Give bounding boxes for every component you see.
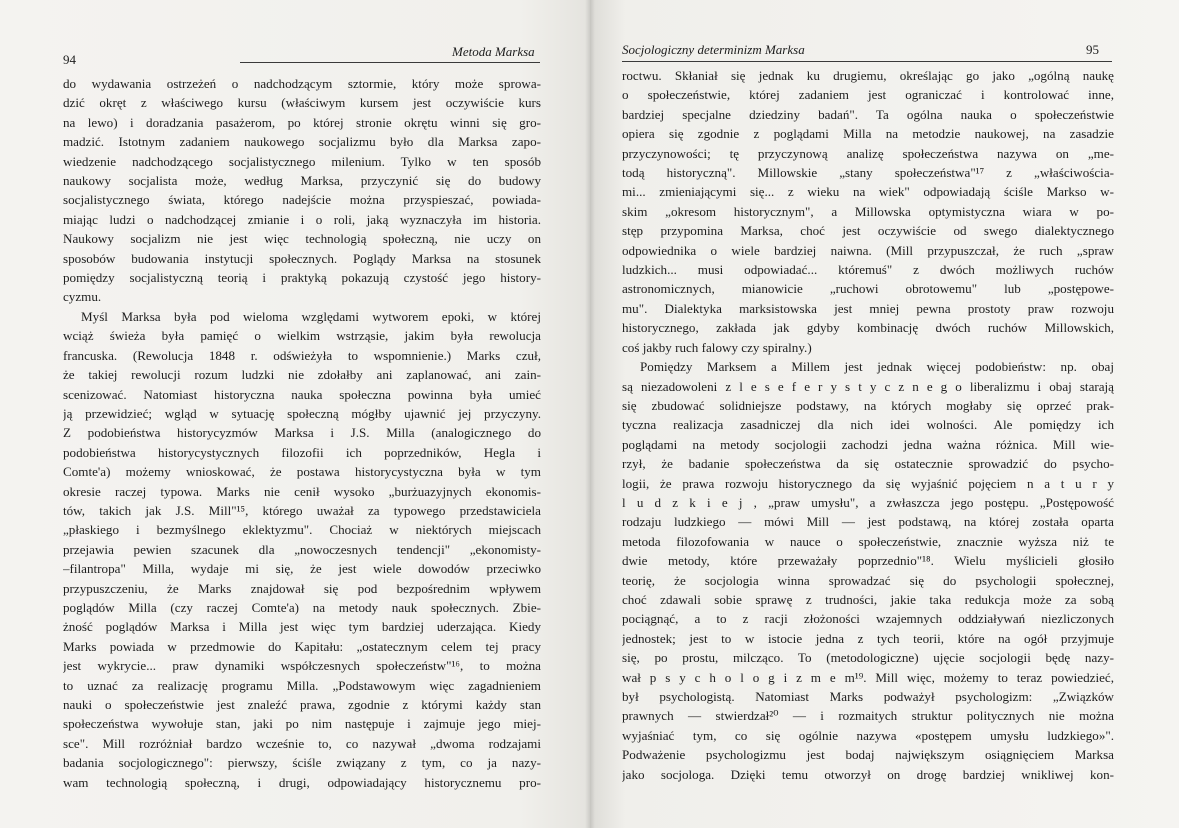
text-line: był psychologistą. Natomiast Marks podważył psychologizm: „Związków [622,689,1114,704]
text-line: bardziej specjalne dziedziny badań". Ta ogólna nauka o społeczeństwie [622,106,1114,122]
text-line: choć zdawali sobie sprawę z trudności, jakie taka redukcja może za sobą [622,591,1114,607]
text-line: do wydawania ostrzeżeń o nadchodzącym sztormie, który może sprowa- [63,76,541,91]
text-line: rodzaju ludzkiego — mówi Mill — jest podstawą, na której została oparta [622,514,1114,530]
text-line: mi... zmieniającymi się... z wieku na wiek" odpowiadają ściśle Markso w- [622,184,1114,200]
text-line: jako socjologa. Dzięki temu otworzył on drogę bardziej wnikliwej kon- [622,766,1114,782]
text-line: o społeczeństwie, której zadaniem jest ograniczać i kontrolować inne, [622,87,1114,103]
text-line: Myśl Marksa była pod wieloma względami wytworem epoki, w której [81,308,541,324]
text-line: astronomicznych, mianowicie „ruchowi obrotowemu" lub „postępowe- [622,281,1114,297]
text-line: Podważenie psychologizmu jest bodaj największym osiągnięciem Marksa [622,747,1114,763]
text-line: okresie raczej typowa. Marks nie cenił wysoko „burżuazyjnych ekonomis- [63,483,541,499]
text-line: naukowy socjalista może, według Marksa, przyczynić się do budowy [63,173,541,189]
text-line: wam technologią społeczną, i drugi, odpowiadający historycznemu pro- [63,774,541,790]
text-line: coś jakby ruch falowy czy spiralny.) [622,339,812,355]
left-page-body [63,74,541,792]
text-line: pociągnąć, a to z racji złożoności wzajemnych oddziaływań niezliczonych [622,611,1114,627]
right-page-body [622,66,1114,784]
text-line: wał p s y c h o l o g i z m e m¹⁹. Mill więc, możemy to teraz powiedzieć, [622,669,1114,685]
text-line: Z podobieństwa historycyzmów Marksa i J.S. Milla (analogicznego do [63,425,541,441]
text-line: to uznać za realizację programu Milla. „Podstawowym więc zagadnieniem [63,677,541,693]
text-line: ludzkich... musi odpowiadać... któremuś" z dwóch możliwych ruchów [622,262,1114,278]
page-number-right: 95 [1086,42,1099,57]
text-line: skim „okresom historycznym", a Millowska optymistyczna wiara w po- [622,203,1114,219]
text-line: rzył, że badanie społeczeństwa da się ostatecznie sprowadzić do psycho- [622,456,1114,472]
text-line: prawnych — stwierdzał²⁰ — i rozmaitych struktur politycznych nie można [622,708,1114,724]
text-line: roctwu. Skłaniał się jednak ku drugiemu, określając go jako „ogólną naukę [622,68,1114,83]
text-line: l u d z k i e j , „praw umysłu", a zwłaszcza jego postępu. „Postępowość [622,494,1114,510]
text-line: poglądami na metody socjologii zachodzi jedna ważna różnica. Mill wie- [622,436,1114,452]
running-head-left: Metoda Marksa [452,44,535,59]
text-line: socjalistycznego świata, którego nadejście można przyspieszać, powiada- [63,192,541,208]
text-line: pomiędzy socjalistyczną teorią i praktyką pokazują czystość jego history- [63,270,541,286]
text-line: mu". Dialektyka marksistowska jest mniej pewna prostoty praw rozwoju [622,300,1114,316]
text-line: podobieństwa historycystycznych filozofii ich poprzedników, Hegla i [63,444,541,460]
page-number-left: 94 [63,52,76,67]
text-line: jest wykrycie... praw dynamiki współczesnych społeczeństw"¹⁶, to można [63,658,541,674]
text-line: dzić okręt z właściwego kursu (właściwym kursem jest oczywiście kurs [63,95,541,111]
text-line: cyzmu. [63,289,102,305]
text-line: todą historyczną". Millowskie „stany społeczeństwa"¹⁷ z „właściwościa- [622,165,1114,181]
text-line: „płaskiego i bezmyślnego eklektyzmu". Chociaż w niektórych miejscach [63,522,541,538]
header-rule-left [240,62,540,63]
text-line: Naukowy socjalizm nie jest więc technologią społeczną, nie uczy on [63,231,541,247]
text-line: wyjaśniać tym, co się ogólnie nazywa «postępem umysłu ludzkiego»". [622,727,1114,743]
text-line: madzić. Istotnym zadaniem naukowego socjalizmu było dla Marksa zapo- [63,134,541,150]
text-line: odpowiednika o wiele bardziej naiwna. (Mill przypuszczał, że ruch „spraw [622,242,1114,258]
text-line: na lewo) i doradzania pasażerom, po której stronie okrętu winni się gro- [63,114,541,130]
text-line: się zbudować solidniejsze podstawy, na których mogłaby się oprzeć prak- [622,397,1114,413]
text-line: francuska. (Rewolucja 1848 r. odświeżyła to wspomnienie.) Marks czuł, [63,347,541,363]
text-line: przypuszczeniu, że Marks znajdował się pod bezpośrednim wpływem [63,580,541,596]
text-line: wciąż świeża była pamięć o wielkim wstrząsie, jakim była rewolucja [63,328,541,344]
text-line: przyczynowości; tę przyczynową analizę społeczeństwa nazywa on „me- [622,145,1114,161]
text-line: Pomiędzy Marksem a Millem jest jednak więcej podobieństw: np. obaj [640,359,1114,375]
text-line: sce". Mill rozróżniał bardzo wcześnie to, co nazywał „dwoma rodzajami [63,735,541,751]
text-line: Comte'a) możemy wnioskować, że postawa historycystyczna była w tym [63,464,541,480]
text-line: logii, że prawa rozwoju historycznego da się wyjaśnić pojęciem n a t u r y [622,475,1114,491]
book-gutter [585,0,595,828]
text-line: opiera się zgodnie z poglądami Milla na metodzie naukowej, na zasadzie [622,126,1114,142]
text-line: ją przewidzieć; wgląd w sytuację społeczną mógłby ujawnić jej przyczyny. [63,405,541,421]
text-line: tyczna realizacja zasadniczej dla nich idei wolności. Ale pomiędzy ich [622,417,1114,433]
text-line: sposobów budowania instytucji społecznych. Poglądy Marksa na stosunek [63,250,541,266]
text-line: żność poglądów Marksa i Milla jest więc tym bardziej uderzająca. Kiedy [63,619,541,635]
text-line: wiedzenie nadchodzącego socjalistycznego milenium. Tylko w ten sposób [63,153,541,169]
text-line: miając ludzi o nadchodzącej zmianie i o roli, jaką wyznaczyła im historia. [63,211,541,227]
running-head-right: Socjologiczny determinizm Marksa [622,42,805,57]
right-page [590,0,1179,828]
text-line: stęp przypomina Marksa, choć jest oczywiście od swego dialektycznego [622,223,1114,239]
text-line: nauki o społeczeństwie jest znaleźć prawa, zgodnie z którymi każdy stan [63,697,541,712]
text-line: przejawia pewien szacunek dla „nowoczesnych tendencji" „ekonomisty- [63,541,541,557]
text-line: historycznego, zakłada jak gdyby kombinację dwóch ruchów Millowskich, [622,320,1114,336]
text-line: są niezadowoleni z l e s e f e r y s t y c z n e g o liberalizmu i obaj starają [622,378,1114,394]
text-line: metoda filozofowania w nauce o społeczeństwie, znacznie wyższa niż te [622,533,1114,549]
text-line: Marks powiada w przedmowie do Kapitału: „ostatecznym celem tej pracy [63,638,541,654]
text-line: tów, takich jak J.S. Mill"¹⁵, którego uważał za typowego przedstawiciela [63,502,541,518]
text-line: społeczeństwa wywołuje stan, jaki po nim następuje i zajmuje jego miej- [63,716,541,732]
text-line: że takiej rewolucji rozum ludzki nie zdołałby ani zaplanować, ani zain- [63,367,541,383]
text-line: się, po prostu, milcząco. To (metodologiczne) ujęcie socjologii będę nazy- [622,650,1114,666]
text-line: dwie metody, które przeważały poprzednio"¹⁸. Wielu myślicieli głosiło [622,553,1114,569]
header-rule-right [622,61,1112,62]
text-line: –filantropa" Milla, wydaje mi się, że jest wiele dowodów przeciwko [63,561,541,577]
text-line: jednostek; jest to w istocie jedna z tych teorii, które na ogół przyjmuje [622,630,1114,646]
text-line: teorię, że socjologia winna sprowadzać się do psychologii społecznej, [622,572,1114,588]
text-line: poglądów Milla (czy raczej Comte'a) na metody nauk społecznych. Zbie- [63,599,541,615]
text-line: badania socjologicznego": pierwszy, ściśle związany z tym, co ja nazy- [63,755,541,771]
text-line: scenizować. Natomiast historyczna nauka społeczna powinna była umieć [63,386,541,402]
